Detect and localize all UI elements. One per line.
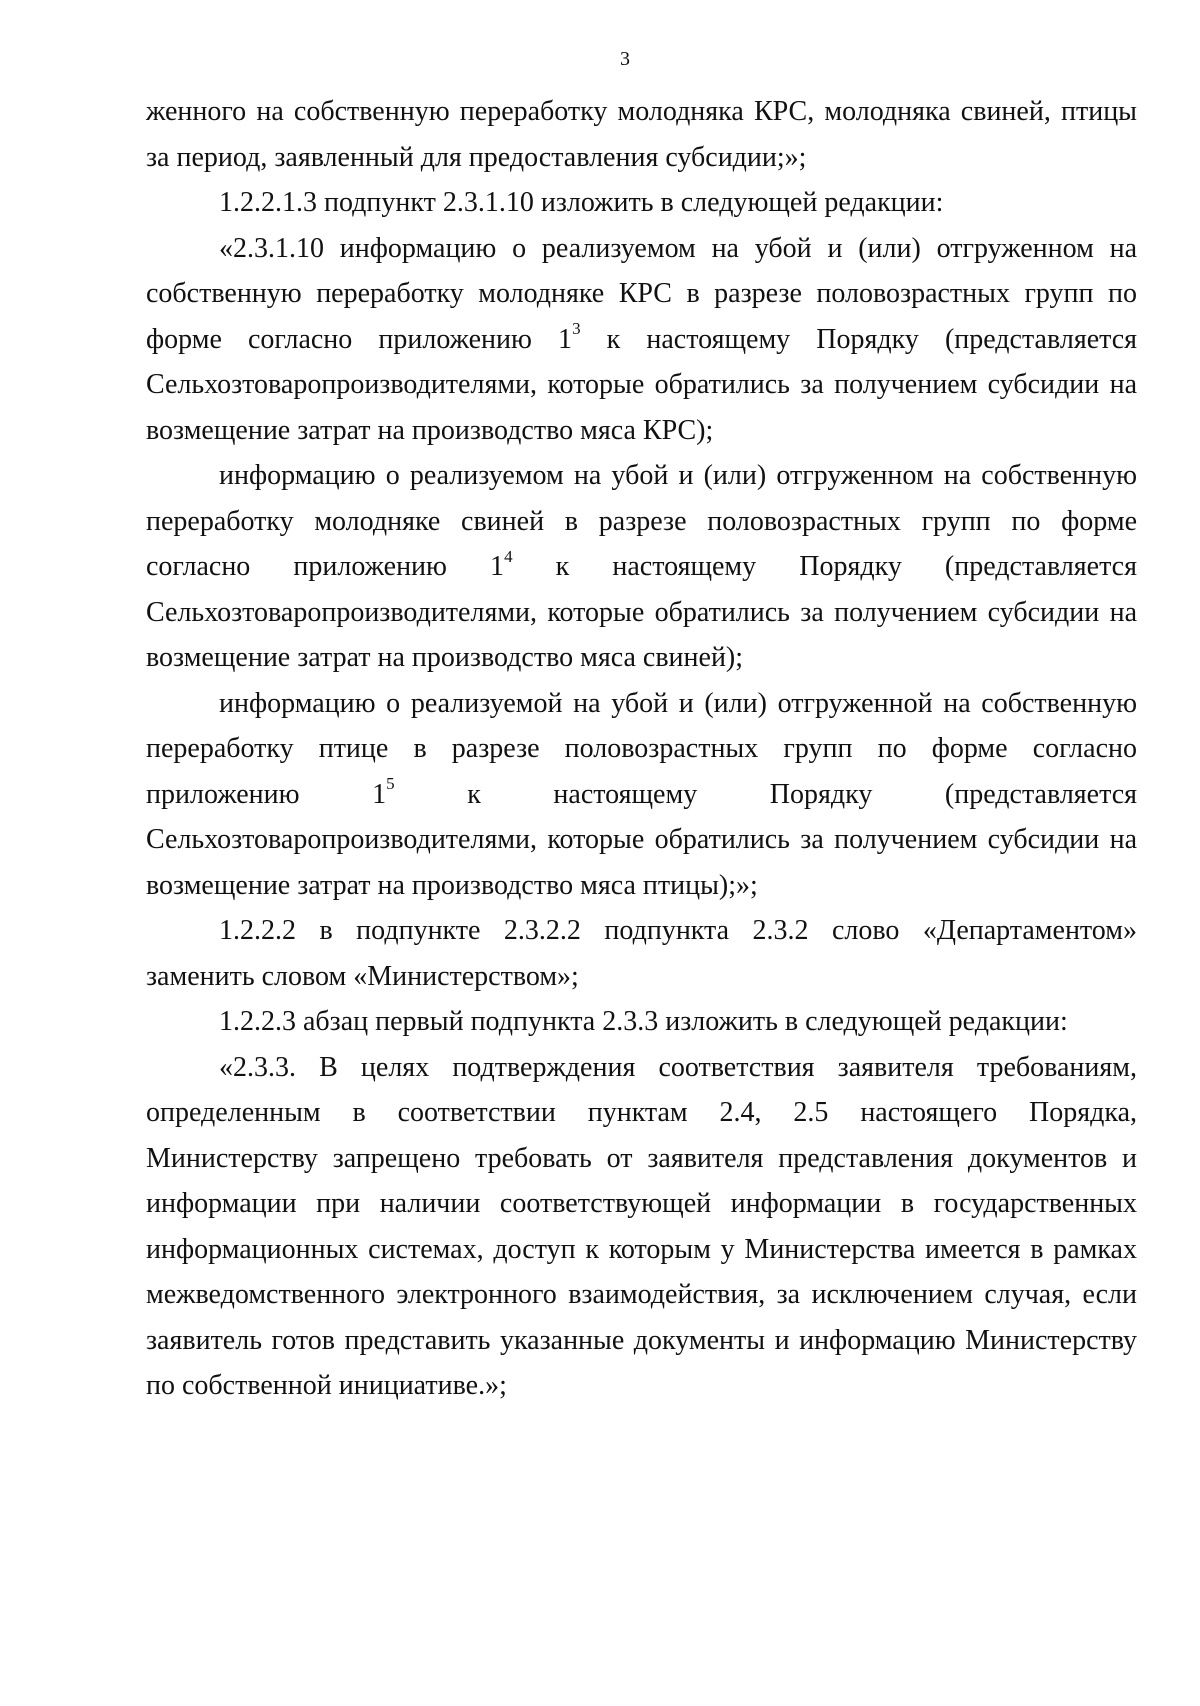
paragraph-poultry-info-text-end: к настоящему Порядку (представляется Сельхозтоваропроизводителями, которые обратились за получением субсидии на возмещение затрат на производство мяса птицы);»; xyxy=(146,778,1137,901)
paragraph-2-3-1-10-text-start: «2.3.1.10 информацию о реализуемом на убой и (или) отгруженном на собственную переработку молодняке КРС в разрезе половозрастных групп по форме согласно приложению 1 xyxy=(146,232,1137,355)
paragraph-pigs-info xyxy=(146,453,1137,681)
paragraph-continuation: женного на собственную переработку молодняка КРС, молодняка свиней, птицы за период, заявленный для предоставления субсидии;»; xyxy=(146,96,1137,173)
paragraph-poultry-info xyxy=(146,681,1137,909)
appendix-superscript: 3 xyxy=(572,319,581,339)
paragraph-1-2-2-3: 1.2.2.3 абзац первый подпункта 2.3.3 изложить в следующей редакции: xyxy=(219,1006,1068,1037)
document-body xyxy=(146,89,1137,1409)
paragraph-2-3-1-10 xyxy=(146,226,1137,454)
paragraph-poultry-info-text-start: информацию о реализуемой на убой и (или) отгруженной на собственную переработку птице в разрезе половозрастных групп по форме согласно приложению 1 xyxy=(146,687,1137,810)
appendix-superscript: 5 xyxy=(386,774,395,794)
paragraph-2-3-1-10-text-end: к настоящему Порядку (представляется Сельхозтоваропроизводителями, которые обратились за получением субсидии на возмещение затрат на производство мяса КРС); xyxy=(146,323,1138,446)
page-number: 3 xyxy=(620,48,630,70)
paragraph-1-2-2-1-3: 1.2.2.1.3 подпункт 2.3.1.10 изложить в следующей редакции: xyxy=(219,187,944,218)
paragraph-pigs-info-text-start: информацию о реализуемом на убой и (или) отгруженном на собственную переработку молодняке свиней в разрезе половозрастных групп по форме согласно приложению 1 xyxy=(146,460,1137,582)
paragraph-2-3-3: «2.3.3. В целях подтверждения соответствия заявителя требованиям, определенным в соответствии пунктам 2.4, 2.5 настоящего Порядка, Министерству запрещено требовать от заявителя представления документов и информации при наличии соответствующей информации в государственных информационных системах, доступ к которым у Министерства имеется в рамках межведомственного электронного взаимодействия, за исключением случая, если заявитель готов представить указанные документы и информацию Министерству по собственной инициативе.»; xyxy=(146,1051,1137,1401)
paragraph-pigs-info-text-end: к настоящему Порядку (представляется Сельхозтоваропроизводителями, которые обратились за получением субсидии на возмещение затрат на производство мяса свиней); xyxy=(146,551,1137,673)
paragraph-1-2-2-2: 1.2.2.2 в подпункте 2.3.2.2 подпункта 2.3.2 слово «Департаментом» заменить словом «Министерством»; xyxy=(146,915,1137,992)
appendix-superscript: 4 xyxy=(504,546,513,566)
